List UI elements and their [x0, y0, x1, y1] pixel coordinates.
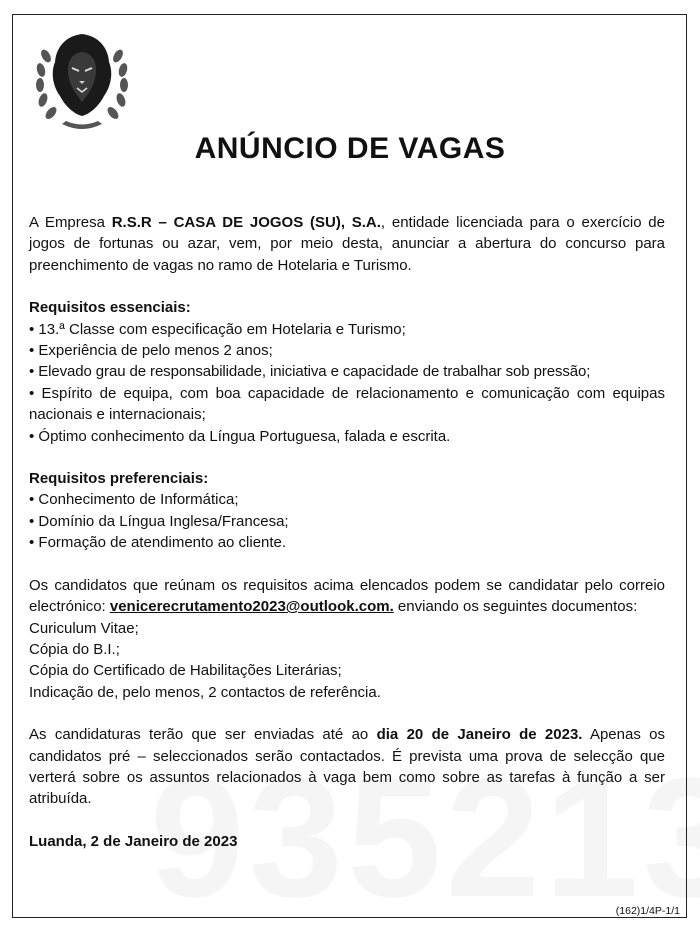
deadline-paragraph — [29, 724, 665, 810]
document-item: Curiculum Vitae; — [29, 619, 139, 637]
document-item: Cópia do B.I.; — [29, 640, 120, 658]
lion-emblem-logo — [32, 26, 132, 134]
company-name: R.S.R – CASA DE JOGOS (SU), S.A. — [111, 214, 381, 231]
document-item: Indicação de, pelo menos, 2 contactos de referência. — [29, 683, 381, 701]
application-text-start: Os candidatos que reúnam os requisitos acima elencados podem se candidatar pelo correio electrónico: — [29, 576, 665, 616]
essential-item: • Elevado grau de responsabilidade, iniciativa e capacidade de trabalhar sob pressão; — [29, 361, 665, 382]
preferential-requirements-heading: Requisitos preferenciais: — [29, 470, 209, 488]
signature-date: Luanda, 2 de Janeiro de 2023 — [29, 832, 238, 850]
deadline-date: dia 20 de Janeiro de 2023. — [376, 726, 583, 744]
essential-item: • Óptimo conhecimento da Língua Portuguesa, falada e escrita. — [29, 426, 665, 447]
application-paragraph — [29, 575, 665, 618]
deadline-text-end: Apenas os candidatos pré – seleccionados serão contactados. É prevista uma prova de selecção que verterá sobre os assuntos relacionados à vaga bem como sobre as tarefas à função a ser atribuída. — [29, 726, 665, 808]
essential-requirements-heading: Requisitos essenciais: — [29, 299, 191, 317]
intro-paragraph — [29, 212, 665, 276]
essential-item: • 13.ª Classe com especificação em Hotelaria e Turismo; — [29, 319, 665, 340]
page-title: ANÚNCIO DE VAGAS — [194, 132, 506, 165]
essential-item: • Espírito de equipa, com boa capacidade de relacionamento e comunicação com equipas nacionais e internacionais; — [29, 383, 665, 426]
contact-email-link[interactable]: venicerecrutamento2023@outlook.com. — [109, 598, 394, 616]
preferential-item: • Conhecimento de Informática; — [29, 489, 665, 510]
preferential-item: • Formação de atendimento ao cliente. — [29, 532, 665, 553]
intro-text-start: A Empresa — [29, 214, 112, 231]
intro-text-end: , entidade licenciada para o exercício de jogos de fortunas ou azar, vem, por meio desta, anunciar a abertura do concurso para preenchimento de vagas no ramo de Hotelaria e Turismo. — [29, 214, 665, 274]
application-text-end: enviando os seguintes documentos: — [393, 598, 638, 616]
document-item: Cópia do Certificado de Habilitações Literárias; — [29, 662, 342, 680]
publication-reference: (162)1/4P-1/1 — [615, 905, 680, 917]
deadline-text-start: As candidaturas terão que ser enviadas até ao — [29, 726, 377, 744]
announcement-body — [29, 212, 665, 852]
preferential-item: • Domínio da Língua Inglesa/Francesa; — [29, 511, 665, 532]
essential-item: • Experiência de pelo menos 2 anos; — [29, 340, 665, 361]
